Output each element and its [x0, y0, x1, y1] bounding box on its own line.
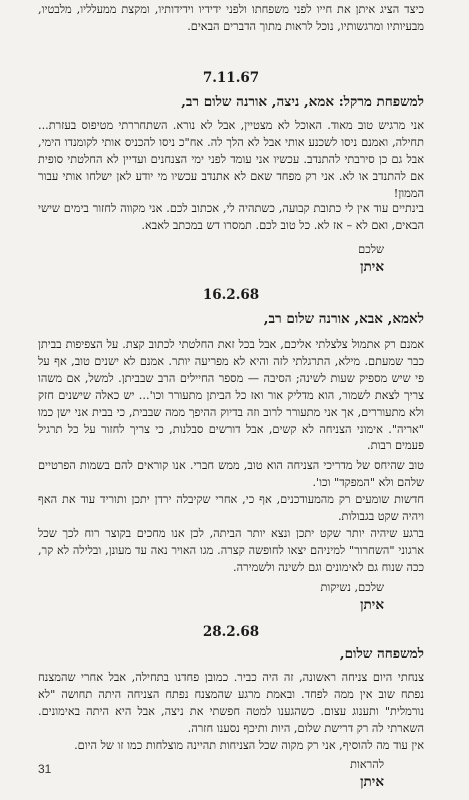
letter-3-paragraph-1: צנחתי היום צניחה ראשונה, זה היה כביר. כמובן פחדנו בתחילה, אבל אחרי שהמצנח נפתח שוב אין ממה לפחד. ובאמת מרגע שהמצנח נפתח הצניחה היתה תחושה "לא נורמלית" ותענוג עצום. כשהגענו למטה חפשתי את ניצה, אבל היא היתה באימונים. השארתי לה רק דרישת שלום, היות ותיכף נסענו חזרה.	[38, 671, 424, 735]
letter-3-salutation: למשפחה שלום,	[339, 646, 424, 662]
letter-2-paragraph-3: חדשות שומעים רק מהמעודכנים, אף כי, אחרי שקיבלה ירדן יתכן ותוריד עוד את האף ויהיה שקט בגבולות.	[38, 493, 424, 523]
letter-1-signature: איתן	[360, 259, 384, 275]
book-page	[38, 0, 424, 800]
letter-3-closing: להראות	[350, 758, 384, 771]
letter-2-salutation: לאמא, אבא, אורנה שלום רב,	[263, 311, 424, 327]
letter-3-paragraph-2: אין עוד מה להוסיף, אני רק מקוה שכל הצניחות תהיינה מוצלחות כמו זו של היום.	[74, 739, 424, 752]
letter-2-date: 16.2.68	[202, 287, 260, 303]
letter-2-closing: שלכם, נשיקות	[320, 581, 384, 594]
page-number: 31	[38, 762, 52, 776]
letter-1-closing: שלכם	[358, 243, 384, 256]
letter-1-paragraph-2: בינתיים עוד אין לי כתובת קבועה, כשתהיה לי, אכתוב לכם. אני מקווה לחזור בימים שישי הבאים, ואם לא – אז לא. כל טוב לכם. תמסרו דש במכתב לאבא.	[38, 202, 424, 232]
intro-paragraph: כיצד הציג איתן את חייו לפני משפחתו ולפני ידידיו וידידותיו, ומקצת ממעלליו, מלבטיו, מבעיותיו ומרגשותיו, נוכל לראות מתוך הדברים הבאים.	[38, 3, 424, 33]
letter-2-paragraph-1: אמנם רק אתמול צלצלתי אליכם, אבל בכל זאת החלטתי לכתוב קצת. על הצפיפות בביתן כבר שמעתם. מילא, התרגלתי לזה והיא לא מפריעה יותר. אמנם לא ישנים טוב, אף על פי שיש מספיק שעות לשינה; הסיבה — מספר החיילים הרב שבביתן. למשל, אם משהו צריך לצאת לשמור, הוא מדליק אור ואז כל הביתן מתעורר וכו'... יש כאלה שישנים חזק ולא מתעוררים, אך אני מתעורר לרוב וזה בדיוק ההיפך ממה שבבית, כי בבית אני ישן כמו "אריה". אימוני הצניחה לא קשים, אבל דורשים סבלנות, כי צריך לחזור על כל תרגיל פעמים רבות.	[38, 338, 424, 453]
letter-3-date: 28.2.68	[202, 624, 260, 640]
letter-3-signature: איתן	[360, 774, 384, 790]
letter-1-salutation: למשפחת מרקל: אמא, ניצה, אורנה שלום רב,	[181, 94, 424, 110]
letter-1-paragraph-1: אני מרגיש טוב מאוד. האוכל לא מצטיין, אבל לא נורא. השתחררתי מטיפוס בעזרת... תחילה, ואמנם ניסו לשכנע אותי אבל לא הלך לה. אח"כ ניסו להכניס אותי לקומנדו הימי, אבל גם כן סירבתי להתנדב. עכשיו אני עומד לפני ימי הצנחנים ועדיין לא החלטתי סופית אם להתנדב או לא. אני רק מפחד שאם לא אתנדב עכשיו מי יודע לאן ישלחו אותי עבור הממון!	[38, 119, 424, 200]
letter-1-date: 7.11.67	[202, 70, 260, 86]
letter-2-paragraph-4: ברגע שיהיה יותר שקט יתכן ונצא יותר הביתה, לכן אנו מחכים בקוצר רוח לכך שכל ארגוני "השחרור" למיניהם יצאו לחופשה קצרה. מגו האויר נאה עד מעונן, ובלילה לא קר, ככה שנוח גם לאימונים וגם לשינה ולשמירה.	[38, 527, 424, 574]
letter-2-paragraph-2: טוב שהיחס של מדריכי הצניחה הוא טוב, ממש חברי. אנו קוראים להם בשמות הפרטיים שלהם ולא "המפקד" וכו'.	[38, 459, 424, 489]
letter-2-signature: איתן	[360, 597, 384, 613]
